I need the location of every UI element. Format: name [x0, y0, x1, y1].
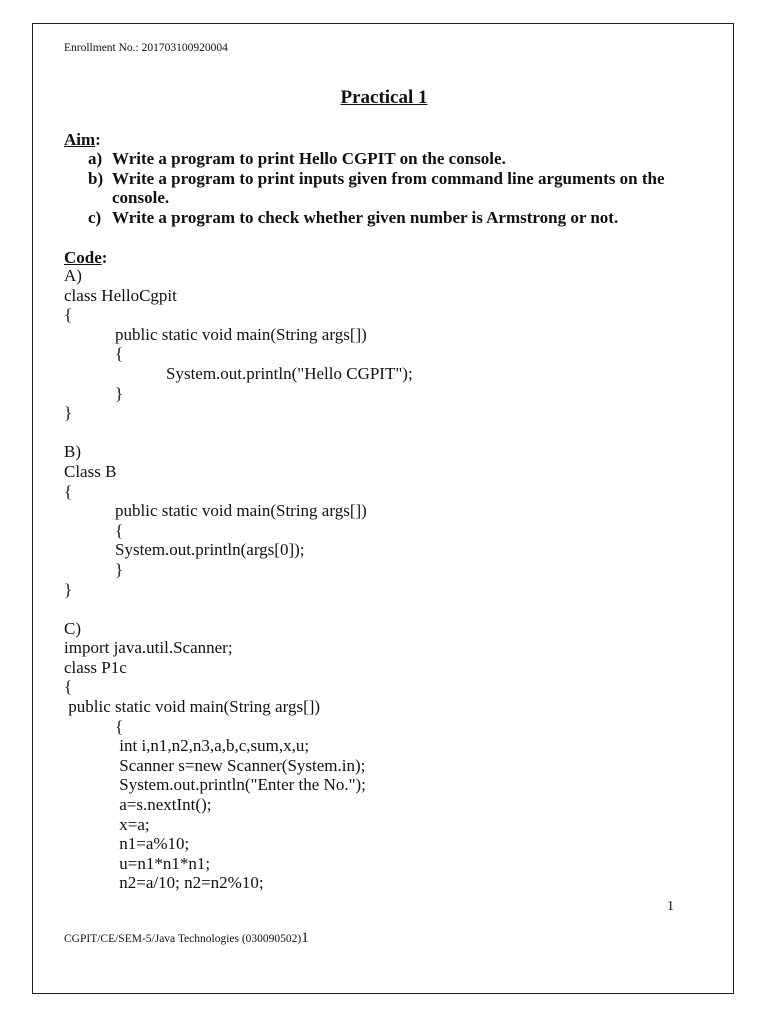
code-line: { — [64, 677, 73, 697]
code-line: { — [64, 305, 73, 325]
code-line: { — [64, 716, 124, 736]
code-line: n1=a%10; — [64, 834, 190, 854]
page-title — [0, 87, 768, 109]
code-line: } — [64, 559, 124, 579]
code-line — [64, 599, 413, 619]
code-line: A) — [64, 266, 82, 285]
code-line — [64, 423, 413, 443]
code-line: { — [64, 481, 73, 501]
code-line: C) — [64, 618, 81, 638]
footer-page: 1 — [301, 930, 309, 946]
code-line: Scanner s=new Scanner(System.in); — [64, 755, 366, 775]
aim-item — [88, 169, 688, 208]
code-line: x=a; — [64, 814, 150, 834]
aim-item-marker: c) — [88, 207, 102, 227]
aim-list — [88, 149, 688, 227]
footer-text: CGPIT/CE/SEM-5/Java Technologies (030090502) — [64, 933, 302, 945]
aim-item-text: Write a program to print inputs given from command line arguments on the console. — [112, 168, 665, 207]
code-line: { — [64, 520, 124, 540]
code-line: public static void main(String args[]) — [64, 324, 367, 344]
enrollment-number: Enrollment No.: 201703100920004 — [64, 42, 228, 54]
page-number: 1 — [667, 899, 674, 914]
code-line: System.out.println("Hello CGPIT"); — [64, 363, 413, 383]
code-line: { — [64, 344, 124, 364]
aim-heading — [64, 130, 101, 150]
aim-heading-colon: : — [95, 130, 101, 149]
page-title-text: Practical 1 — [340, 87, 428, 108]
aim-item-text: Write a program to print Hello CGPIT on the console. — [112, 149, 506, 168]
code-heading-colon: : — [101, 248, 108, 267]
code-line: B) — [64, 442, 81, 462]
code-line: int i,n1,n2,n3,a,b,c,sum,x,u; — [64, 736, 310, 756]
code-line: } — [64, 403, 73, 423]
code-line: Class B — [64, 461, 117, 481]
code-line: public static void main(String args[]) — [64, 697, 321, 717]
aim-item-text: Write a program to check whether given number is Armstrong or not. — [112, 207, 619, 227]
aim-item — [88, 208, 688, 228]
code-block — [64, 266, 413, 893]
aim-item — [88, 149, 688, 169]
code-line: public static void main(String args[]) — [64, 501, 367, 521]
footer — [64, 930, 309, 947]
code-line: System.out.println("Enter the No."); — [64, 775, 366, 795]
code-heading — [64, 248, 107, 268]
aim-heading-label: Aim — [64, 130, 96, 149]
code-line: n2=a/10; n2=n2%10; — [64, 873, 264, 893]
code-line: } — [64, 579, 73, 599]
code-line: u=n1*n1*n1; — [64, 853, 211, 873]
code-line: } — [64, 383, 124, 403]
code-line: class HelloCgpit — [64, 285, 177, 305]
code-line: System.out.println(args[0]); — [64, 540, 305, 560]
code-heading-label: Code — [64, 248, 102, 267]
aim-item-marker: a) — [88, 149, 103, 168]
code-line: a=s.nextInt(); — [64, 795, 212, 815]
code-line: import java.util.Scanner; — [64, 638, 233, 658]
code-line: class P1c — [64, 657, 127, 677]
aim-item-marker: b) — [88, 168, 104, 188]
